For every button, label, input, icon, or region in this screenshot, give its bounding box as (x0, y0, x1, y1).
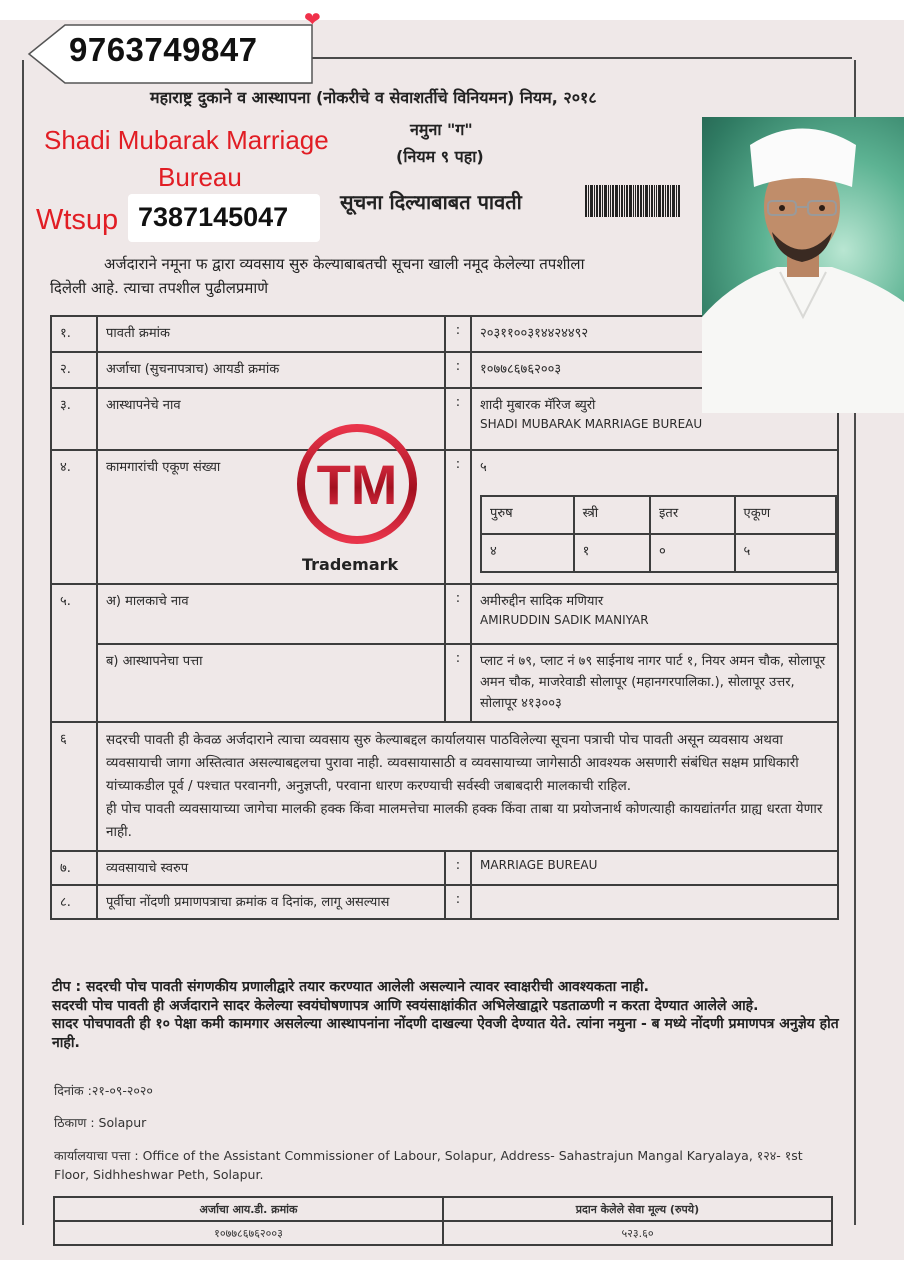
barcode-bar (635, 185, 636, 217)
trademark-logo (295, 422, 419, 546)
row-separator: : (445, 450, 471, 584)
disclaimer-note (97, 722, 838, 851)
row-label: पूर्वीचा नोंदणी प्रमाणपत्राचा क्रमांक व दिनांक, लागू असल्यास (97, 885, 445, 919)
person-portrait-icon (702, 117, 904, 413)
brand-name-line-2: Bureau (158, 162, 242, 192)
fee-value-row (54, 1221, 832, 1245)
office-value: Office of the Assistant Commissioner of Labour, Solapur, Address- Sahastrajun Mangal Karyalaya, १२४- १st Floor, Sidhheshwar Peth, Solapur. (54, 1148, 803, 1182)
worker-breakdown-table (480, 495, 837, 573)
barcode-bar (604, 185, 607, 217)
barcode-bar (662, 185, 664, 217)
issue-date (54, 1082, 153, 1099)
header-female: स्त्री (574, 496, 650, 534)
establishment-address: प्लाट नं ७९, प्लाट नं ७९ साईनाथ नागर पार्ट १, नियर अमन चौक, सोलापूर अमन चौक, माजरेवाडी सोलापूर (महानगरपालिका.), सोलापूर उत्तर, सोलापूर ४१३००३ (471, 644, 838, 722)
barcode-bar (588, 185, 589, 217)
table-row (51, 722, 838, 851)
barcode-bar (594, 185, 595, 217)
barcode (585, 185, 705, 217)
row-number: १. (51, 316, 97, 352)
fee-table (53, 1196, 833, 1246)
table-row (51, 584, 838, 644)
row-number: ७. (51, 851, 97, 885)
worker-header-row (481, 496, 836, 534)
phone-number: 9763749847 (69, 31, 258, 68)
whatsapp-number: 7387145047 (138, 202, 289, 232)
row-separator: : (445, 851, 471, 885)
whatsapp-label: Wtsup (36, 204, 119, 236)
owner-name-english: AMIRUDDIN SADIK MANIYAR (480, 613, 649, 627)
row-number: २. (51, 352, 97, 388)
barcode-bar (670, 185, 671, 217)
worker-count-row (481, 534, 836, 572)
row-number: ४. (51, 450, 97, 584)
row-number: ६ (51, 722, 97, 851)
row-label: अर्जाचा (सुचनापत्राच) आयडी क्रमांक (97, 352, 445, 388)
row-separator: : (445, 316, 471, 352)
row-separator: : (445, 885, 471, 919)
barcode-bar (643, 185, 644, 217)
worker-total: ५ (480, 460, 487, 475)
trademark-icon (295, 422, 419, 546)
row-label: अ) मालकाचे नाव (97, 584, 445, 644)
application-id: १०७७८६७६२००३ (471, 352, 838, 388)
header-other: इतर (650, 496, 734, 534)
fee-header-row (54, 1197, 832, 1221)
fee-amount: ५२३.६० (443, 1221, 832, 1245)
fee-col2-header: प्रदान केलेले सेवा मूल्य (रुपये) (443, 1197, 832, 1221)
disclaimer-paragraph-1: सदरची पावती ही केवळ अर्जदाराने त्याचा व्यवसाय सुरु केल्याबद्दल कार्यालयास पाठविलेल्या सूचना पत्राची पोच पावती असून व्यवसाय अथवा व्यवसायाची जागा अस्तित्वात असल्याबद्दलचा पुरावा नाही. व्यवसायासाठी व व्यवसायाच्या जागेसाठी आवश्यक असणारी संबंधित सक्षम प्राधिकारी यांच्याकडील पूर्व / पश्चात परवानगी, अनुज्ञप्ती, परवाना धारण करण्याची सर्वस्वी जबाबदारी मालकाची राहिल. (106, 732, 799, 794)
office-label: कार्यालयाचा पत्ता : (54, 1148, 139, 1163)
barcode-bar (585, 185, 587, 217)
barcode-bar (626, 185, 628, 217)
row-number: ५. (51, 584, 97, 722)
barcode-bar (667, 185, 669, 217)
previous-registration (471, 885, 838, 919)
form-name: नमुना "ग" (410, 120, 473, 139)
header-total: एकूण (735, 496, 836, 534)
row-separator: : (445, 352, 471, 388)
table-row (51, 450, 838, 584)
count-other: ० (650, 534, 734, 572)
barcode-bar (599, 185, 601, 217)
row-separator: : (445, 584, 471, 644)
barcode-bar (678, 185, 680, 217)
tip-note (52, 978, 842, 1052)
count-female: १ (574, 534, 650, 572)
receipt-title: सूचना दिल्याबाबत पावती (340, 190, 522, 214)
row-label: पावती क्रमांक (97, 316, 445, 352)
row-separator: : (445, 388, 471, 450)
barcode-bar (654, 185, 655, 217)
barcode-bar (629, 185, 632, 217)
count-total: ५ (735, 534, 836, 572)
barcode-bar (612, 185, 614, 217)
count-male: ४ (481, 534, 574, 572)
table-row (51, 644, 838, 722)
barcode-bar (633, 185, 634, 217)
tip-line-2: सदरची पोच पावती ही अर्जदाराने सादर केलेल्या स्वयंघोषणापत्र आणि स्वयंसाक्षांकीत अभिलेखाद्वारे पडताळणी न करता देण्यात आलेले आहे. (52, 997, 759, 1014)
fee-application-id: १०७७८६७६२००३ (54, 1221, 443, 1245)
owner-name (471, 584, 838, 644)
intro-line-1: अर्जदाराने नमूना फ द्वारा व्यवसाय सुरु केल्याबाबतची सूचना खाली नमूद केलेल्या तपशीला (104, 255, 585, 273)
barcode-bar (651, 185, 653, 217)
barcode-bar (676, 185, 677, 217)
barcode-bar (619, 185, 620, 217)
header-male: पुरुष (481, 496, 574, 534)
rule-reference: (नियम ९ पहा) (396, 147, 484, 166)
barcode-bar (658, 185, 661, 217)
trademark-logo-text: TM (316, 453, 398, 516)
office-address (54, 1146, 834, 1184)
row-label: व्यवसायाचे स्वरुप (97, 851, 445, 885)
fee-col1-header: अर्जाचा आय.डी. क्रमांक (54, 1197, 443, 1221)
row-number: ८. (51, 885, 97, 919)
row-number: ३. (51, 388, 97, 450)
trademark-label: Trademark (302, 555, 399, 574)
worker-count (471, 450, 838, 584)
row-separator: : (445, 644, 471, 722)
establishment-name-marathi: शादी मुबारक मॅरिज ब्युरो (480, 398, 596, 413)
barcode-bar (596, 185, 598, 217)
barcode-bar (602, 185, 603, 217)
date-label: दिनांक : (54, 1083, 92, 1098)
barcode-bar (656, 185, 657, 217)
owner-photo (702, 117, 904, 413)
barcode-bar (621, 185, 623, 217)
row-label: आस्थापनेचे नाव (97, 388, 445, 450)
barcode-bar (645, 185, 648, 217)
barcode-bar (590, 185, 593, 217)
table-row (51, 885, 838, 919)
row-label: ब) आस्थापनेचा पत्ता (97, 644, 445, 722)
barcode-bar (624, 185, 625, 217)
frame-top-border (312, 57, 852, 59)
business-type: MARRIAGE BUREAU (471, 851, 838, 885)
barcode-bar (615, 185, 618, 217)
disclaimer-paragraph-2: ही पोच पावती व्यवसायाच्या जागेचा मालकी हक्क किंवा मालमत्तेचा मालकी हक्क किंवा ताबा या प्रयोजनार्थ कोणत्याही कायद्यांतर्गत ग्राह्य धरता येणार नाही. (106, 801, 823, 840)
heart-icon: ❤ (304, 7, 321, 31)
row-label: कामगारांची एकूण संख्या (97, 450, 445, 584)
tip-line-1: टीप : सदरची पोच पावती संगणकीय प्रणालीद्वारे तयार करण्यात आलेली असल्याने त्यावर स्वाक्षरीची आवश्यकता नाही. (52, 979, 649, 995)
date-value: २१-०९-२०२० (91, 1083, 153, 1098)
issue-place (54, 1114, 146, 1131)
barcode-bar (640, 185, 642, 217)
brand-name-line-1: Shadi Mubarak Marriage (44, 125, 329, 155)
place-value: Solapur (98, 1115, 147, 1130)
barcode-bar (665, 185, 666, 217)
establishment-name-english: SHADI MUBARAK MARRIAGE BUREAU (480, 417, 703, 431)
act-title: महाराष्ट्र दुकाने व आस्थापना (नोकरीचे व सेवाशर्तीचे विनियमन) नियम, २०१८ (150, 88, 597, 107)
barcode-bar (637, 185, 639, 217)
whatsapp-number-box[interactable] (128, 194, 320, 242)
place-label: ठिकाण : (54, 1115, 95, 1130)
receipt-number: २०३११००३१४४२४४९२ (471, 316, 838, 352)
intro-paragraph (50, 252, 730, 300)
table-row (51, 851, 838, 885)
barcode-bar (649, 185, 650, 217)
intro-line-2: दिलेली आहे. त्याचा तपशील पुढीलप्रमाणे (50, 279, 269, 297)
owner-name-marathi: अमीरुद्दीन सादिक मणियार (480, 594, 604, 609)
barcode-bar (608, 185, 609, 217)
tip-line-3: सादर पोचपावती ही १० पेक्षा कमी कामगार असलेल्या आस्थापनांना नोंदणी दाखल्या ऐवजी देण्यात येते. त्यांना नमुना - ब मध्ये नोंदणी प्रमाणपत्र अनुज्ञेय होत नाही. (52, 1016, 839, 1051)
phone-number-tag[interactable] (27, 24, 313, 84)
barcode-bar (672, 185, 675, 217)
barcode-bar (610, 185, 611, 217)
